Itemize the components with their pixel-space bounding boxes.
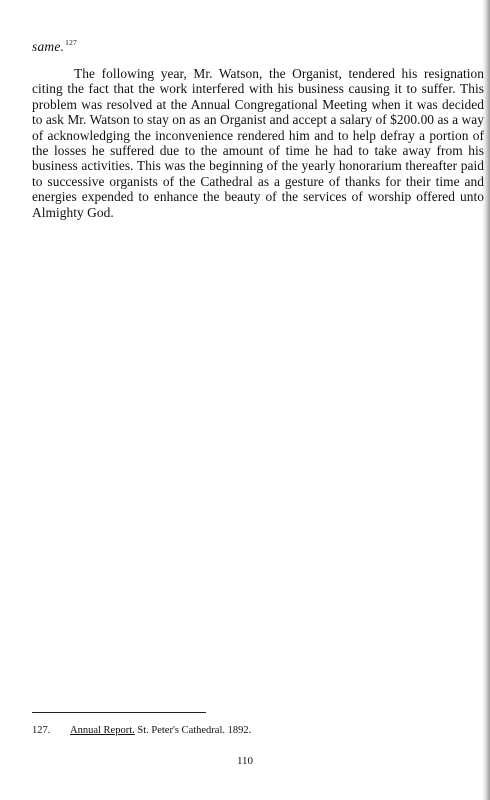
footnote-details: St. Peter's Cathedral. 1892. [134, 725, 252, 736]
footnote-number: 127. [32, 725, 51, 736]
page-number: 110 [236, 755, 254, 767]
footnote-source-title: Annual Report. [70, 725, 135, 736]
body-paragraph: The following year, Mr. Watson, the Organist, tendered his resignation citing the fact that the work interfered with his business causing it to suffer. This problem was resolved at the Annual Congregational Meeting when it was decided to ask Mr. Watson to stay on as an Organist and accept a salary of $200.00 as a way of acknowledging the inconvenience rendered him and to help defray a portion of the losses he suffered due to the amount of time he had to take away from his business activities. This was the beginning of the yearly honorarium thereafter paid to successive organists of the Cathedral as a gesture of thanks for their time and energies expended to enhance the beauty of the services of worship offered unto Almighty God. [32, 66, 484, 220]
footnote-separator [32, 712, 206, 713]
continued-word: same. [32, 39, 65, 54]
continued-text [32, 38, 77, 55]
footnote-reference: 127 [65, 38, 77, 47]
footnote [32, 725, 251, 736]
